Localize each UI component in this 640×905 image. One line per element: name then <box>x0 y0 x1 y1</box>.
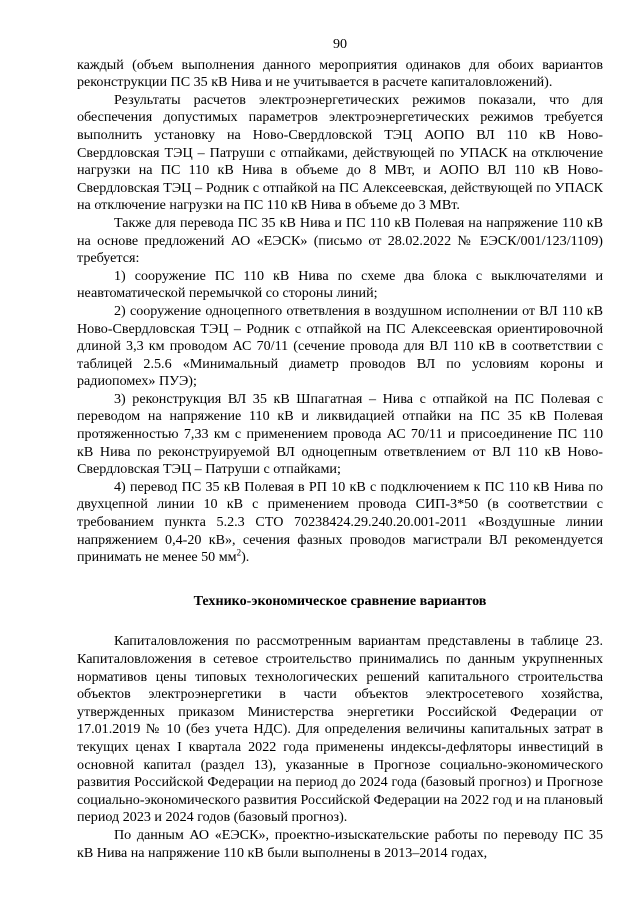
paragraph-calculation-results: Результаты расчетов электроэнергетических режимов показали, что для обеспечения допустимых параметров электроэнергетических режимов требуется выполнить установку на Ново-Свердловской ТЭЦ АОПО ВЛ 110 кВ Ново-Свердловская ТЭЦ – Патруши с отпайками, действующей по УПАСК на отключение нагрузки на ПС 110 кВ Нива в объеме до 8 МВт, и АОПО ВЛ 110 кВ Ново-Свердловская ТЭЦ – Родник с отпайкой на ПС Алексеевская, действующей по УПАСК на отключение нагрузки на ПС 110 кВ Нива в объеме до 3 МВт. <box>77 91 603 214</box>
paragraph-design-works: По данным АО «ЕЭСК», проектно-изыскательские работы по переводу ПС 35 кВ Нива на напряжение 110 кВ были выполнены в 2013–2014 годах, <box>77 826 603 861</box>
list-item-4 <box>77 479 603 567</box>
paragraph-transfer-requirements: Также для перевода ПС 35 кВ Нива и ПС 110 кВ Полевая на напряжение 110 кВ на основе предложений АО «ЕЭСК» (письмо от 28.02.2022 № ЕЭСК/001/123/1109) требуется: <box>77 214 603 267</box>
list-item-3: 3) реконструкция ВЛ 35 кВ Шпагатная – Нива с отпайкой на ПС Полевая с переводом на напряжение 110 кВ и ликвидацией отпайки на ПС 35 кВ Полевая протяженностью 7,33 км с применением провода АС 70/11 и присоединение ПС 110 кВ Нива по реконструируемой ВЛ одноцепным ответвлением от ВЛ 110 кВ Ново-Свердловская ТЭЦ – Патруши с отпайками; <box>77 390 603 478</box>
paragraph-capital-investment: Капиталовложения по рассмотренным вариантам представлены в таблице 23. Капиталовложения в сетевое строительство принимались по данным укрупненных нормативов цены типовых технологических решений капитального строительства объектов электроэнергетики в части объектов электросетевого хозяйства, утвержденных приказом Министерства энергетики Российской Федерации от 17.01.2019 № 10 (без учета НДС). Для определения величины капитальных затрат в текущих ценах I квартала 2022 года применены индексы-дефляторы инвестиций в основной капитал (раздел 13), указанные в Прогнозе социально-экономического развития Российской Федерации на период до 2024 года (базовый прогноз) и Прогнозе социально-экономического развития Российской Федерации на 2022 год и на плановый период 2023 и 2024 годов (базовый прогноз). <box>77 633 603 826</box>
paragraph-continuation: каждый (объем выполнения данного мероприятия одинаков для обоих вариантов реконструкции ПС 35 кВ Нива и не учитывается в расчете капиталовложений). <box>77 56 603 91</box>
list-item-4-tail: ). <box>241 549 250 566</box>
list-item-1: 1) сооружение ПС 110 кВ Нива по схеме два блока с выключателями и неавтоматической перемычкой со стороны линий; <box>77 267 603 302</box>
list-item-4-text: 4) перевод ПС 35 кВ Полевая в РП 10 кВ с подключением к ПС 110 кВ Нива по двухцепной линии 10 кВ с применением провода СИП-3*50 (в соответствии с требованием пункта 5.2.3 СТО 70238424.29.240.20.001-2011 «Воздушные линии напряжением 0,4-20 кВ», сечения фазных проводов магистрали ВЛ рекомендуется принимать не менее 50 мм <box>77 478 603 566</box>
page-number: 90 <box>332 36 348 52</box>
section-heading: Технико-экономическое сравнение вариантов <box>193 592 487 609</box>
list-item-2: 2) сооружение одноцепного ответвления в воздушном исполнении от ВЛ 110 кВ Ново-Свердловская ТЭЦ – Родник с отпайкой на ПС Алексеевская ориентировочной длиной 3,3 км проводом АС 70/11 (сечение провода для ВЛ 110 кВ в соответствии с таблицей 2.5.6 «Минимальный диаметр проводов ВЛ по условиям короны и радиопомех» ПУЭ); <box>77 302 603 390</box>
superscript-2: 2 <box>236 547 242 558</box>
